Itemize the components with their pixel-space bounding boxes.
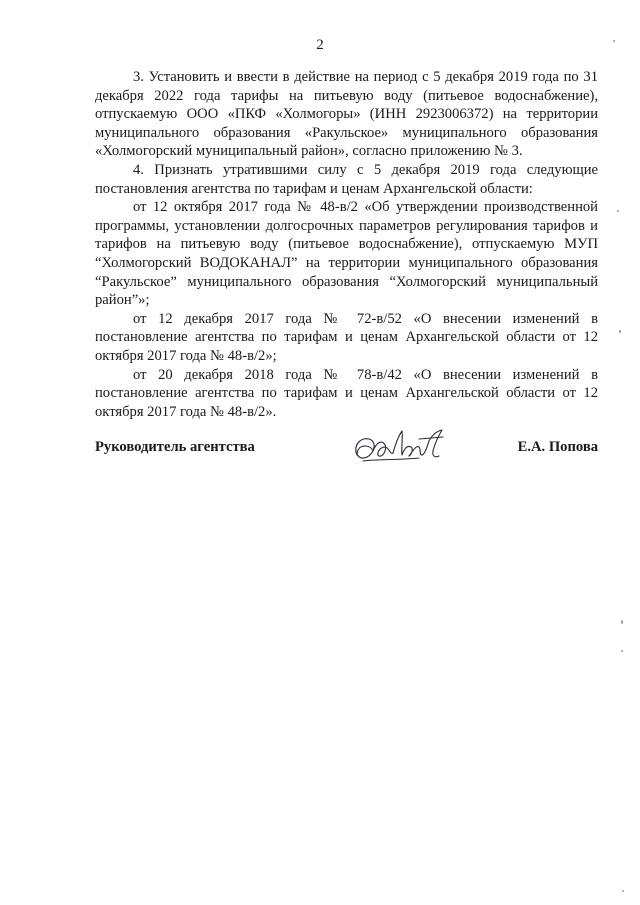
scan-speck bbox=[621, 620, 623, 624]
paragraph-4: 4. Признать утратившими силу с 5 декабря 2019 года следующие постановления агентства по тарифам и ценам Архангельской области: bbox=[95, 161, 598, 197]
page-number: 2 bbox=[316, 37, 324, 53]
subparagraph-78-v-42: от 20 декабря 2018 года № 78-в/42 «О внесении изменений в постановление агентства по тарифам и ценам Архангельской области от 12 октября 2017 года № 48-в/2». bbox=[95, 366, 598, 420]
signatory-title: Руководитель агентства bbox=[95, 439, 255, 455]
scan-speck bbox=[617, 210, 619, 212]
handwritten-signature-mark bbox=[349, 425, 449, 469]
subparagraph-72-v-52: от 12 декабря 2017 года № 72-в/52 «О внесении изменений в постановление агентства по тарифам и ценам Архангельской области от 12 октября 2017 года № 48-в/2»; bbox=[95, 310, 598, 364]
paragraph-3: 3. Установить и ввести в действие на период с 5 декабря 2019 года по 31 декабря 2022 года тарифы на питьевую воду (питьевое водоснабжение), отпускаемую ООО «ПКФ «Холмогоры» (ИНН 2923006372) на территории муниципального образования «Ракульское» муниципального образования «Холмогорский муниципальный район», согласно приложению № 3. bbox=[95, 69, 598, 160]
scan-speck bbox=[619, 330, 621, 333]
scan-speck bbox=[621, 650, 623, 652]
subparagraph-48-v-2: от 12 октября 2017 года № 48-в/2 «Об утверждении производственной программы, установлении долгосрочных параметров регулирования тарифов и тарифов на питьевую воду (питьевое водоснабжение), отпускаемую МУП “Холмогорский ВОДОКАНАЛ” на территории муниципального образования “Ракульское” муниципального образования “Холмогорский муниципальный район”»; bbox=[95, 199, 598, 309]
signatory-name: Е.А. Попова bbox=[517, 439, 598, 455]
signature-block bbox=[95, 425, 598, 475]
scan-speck bbox=[613, 40, 615, 42]
document-body bbox=[95, 68, 598, 421]
scan-speck bbox=[622, 890, 624, 892]
